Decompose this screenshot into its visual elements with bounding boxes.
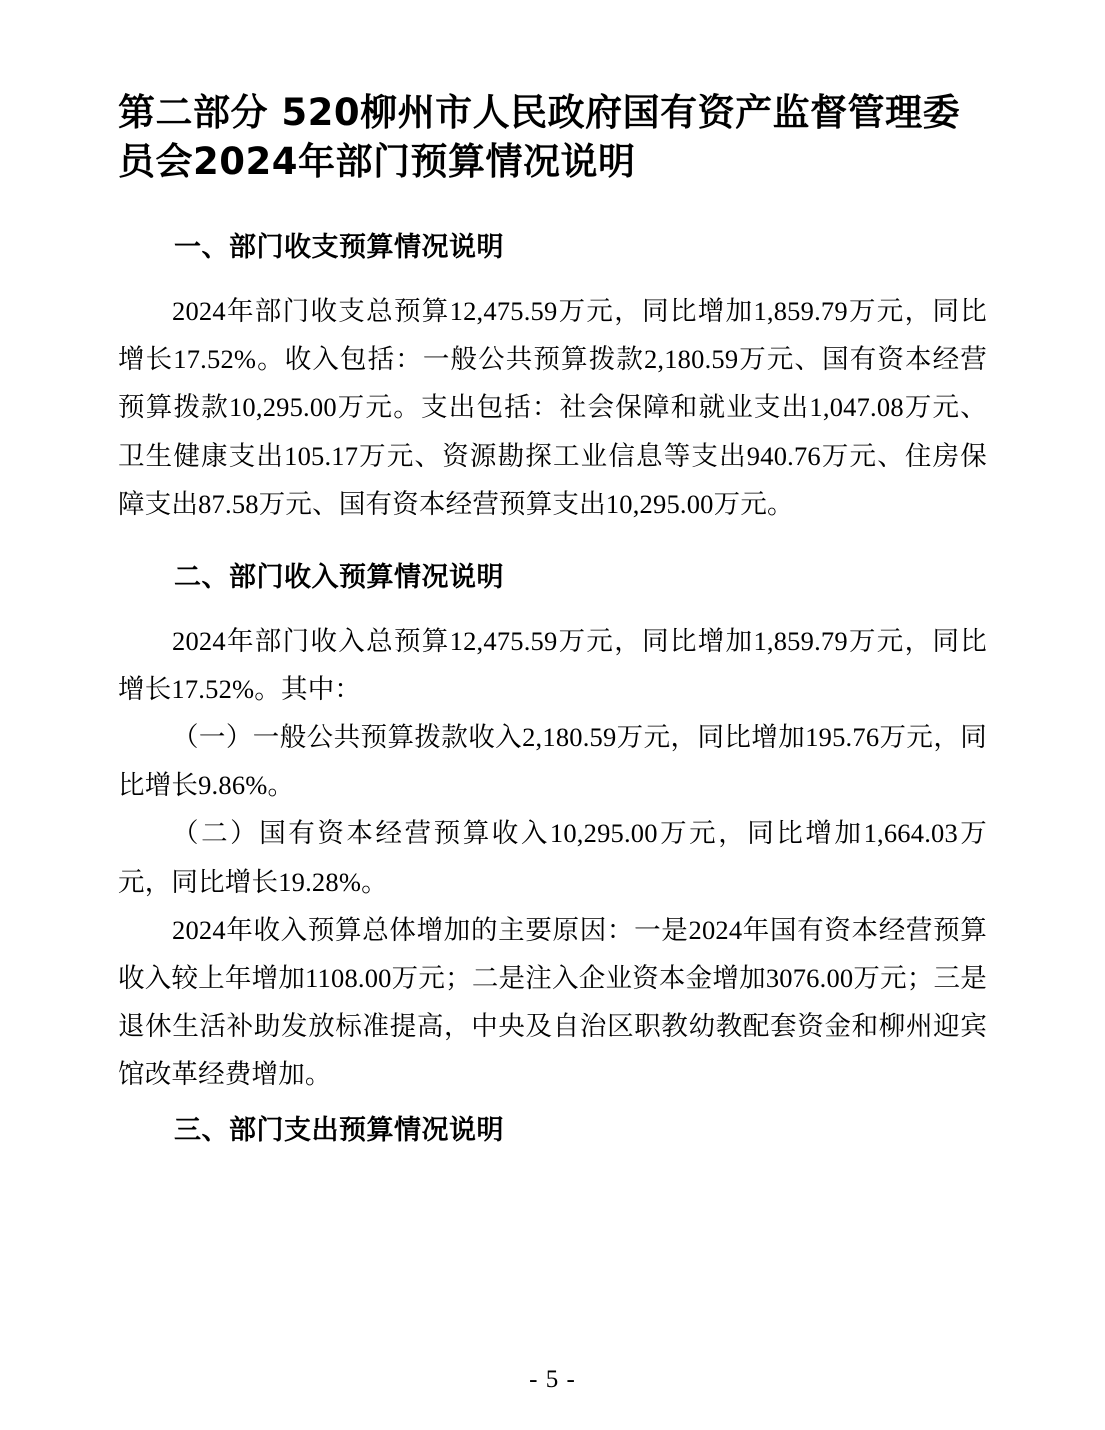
page-number: - 5 - [529,1366,576,1393]
section-heading-1: 一、部门收支预算情况说明 [174,232,504,264]
section-spacer-2 [118,1099,987,1111]
paragraph-2-3: （二）国有资本经营预算收入10,295.00万元，同比增加1,664.03万元，同比增长19.28%。 [118,818,987,897]
paragraph-2-2: （一）一般公共预算拨款收入2,180.59万元，同比增加195.76万元，同比增长9.86%。 [118,721,987,801]
page-title: 第二部分 520柳州市人民政府国有资产监督管理委员会2024年部门预算情况说明 [118,91,961,184]
section-spacer [118,532,987,558]
section-heading-3: 三、部门支出预算情况说明 [174,1114,504,1146]
paragraph-2-4: 2024年收入预算总体增加的主要原因：一是2024年国有资本经营预算收入较上年增加1108.00万元；二是注入企业资本金增加3076.00万元；三是退休生活补助发放标准提高，中央及自治区职教幼教配套资金和柳州迎宾馆改革经费增加。 [118,914,987,1090]
section-heading-2: 二、部门收入预算情况说明 [174,562,504,593]
paragraph-2-1: 2024年部门收入总预算12,475.59万元，同比增加1,859.79万元，同比增长17.52%。其中： [118,625,987,704]
paragraph-1-1: 2024年部门收支总预算12,475.59万元，同比增加1,859.79万元，同比增长17.52%。收入包括：一般公共预算拨款2,180.59万元、国有资本经营预算拨款10,295.00万元。支出包括：社会保障和就业支出1,047.08万元、卫生健康支出105.17万元、资源勘探工业信息等支出940.76万元、住房保障支出87.58万元、国有资本经营预算支出10,295.00万元。 [118,295,987,519]
